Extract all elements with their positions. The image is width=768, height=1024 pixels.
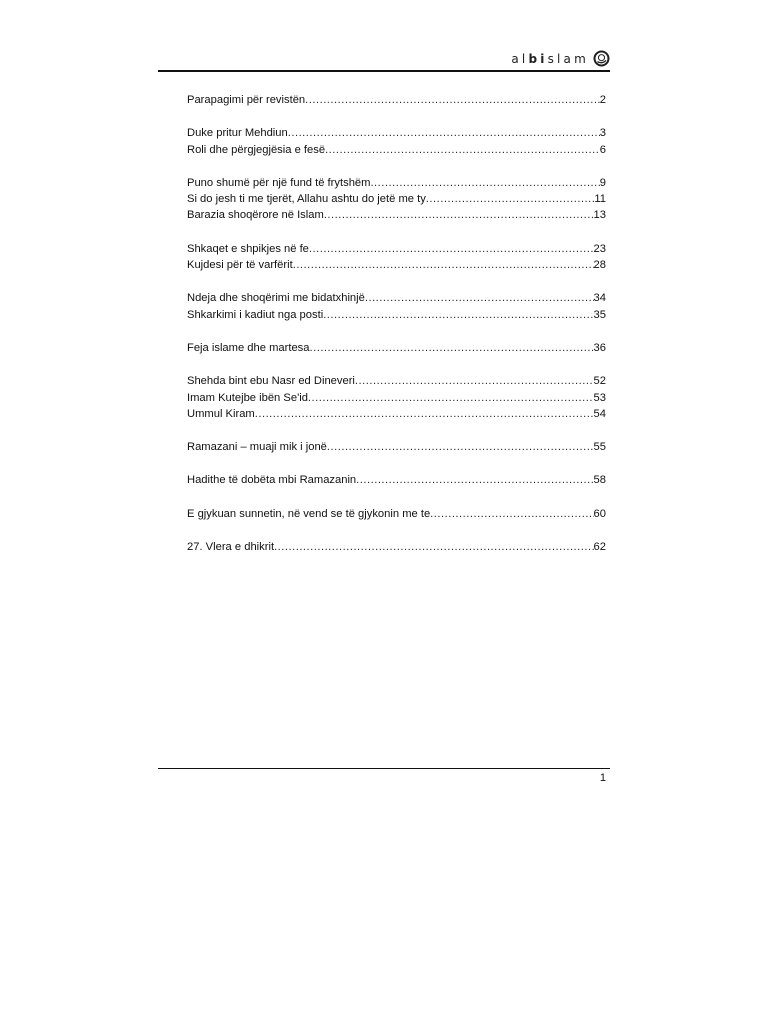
toc-group xyxy=(187,539,606,555)
toc-dot-leader xyxy=(426,191,595,207)
toc-entry-title: Ramazani – muaji mik i jonë xyxy=(187,441,327,454)
toc-group xyxy=(187,472,606,488)
toc-entry[interactable] xyxy=(187,290,606,306)
toc-dot-leader xyxy=(325,142,600,158)
toc-entry[interactable] xyxy=(187,539,606,555)
toc-entry-title: Roli dhe përgjegjësia e fesë xyxy=(187,143,326,156)
toc-entry[interactable] xyxy=(187,472,606,488)
toc-dot-leader xyxy=(305,92,600,108)
toc-entry[interactable] xyxy=(187,142,606,158)
toc-entry-title: Imam Kutejbe ibën Se'id xyxy=(187,391,308,404)
page-number: 1 xyxy=(599,772,606,784)
toc-entry-title: Kujdesi për të varfërit xyxy=(187,259,293,272)
page-header xyxy=(158,44,610,72)
toc-group xyxy=(187,290,606,323)
toc-entry-page: 6 xyxy=(599,143,606,156)
toc-entry-title: Feja islame dhe martesa xyxy=(187,341,310,354)
toc-entry-page: 58 xyxy=(593,474,606,487)
toc-dot-leader xyxy=(327,439,594,455)
toc-entry[interactable] xyxy=(187,340,606,356)
toc-entry[interactable] xyxy=(187,506,606,522)
brand-logo-icon xyxy=(593,50,610,67)
toc-entry-page: 60 xyxy=(593,507,606,520)
toc-entry[interactable] xyxy=(187,191,606,207)
toc-entry-page: 36 xyxy=(593,341,606,354)
toc-group xyxy=(187,175,606,224)
toc-dot-leader xyxy=(288,125,600,141)
toc-entry-title: Barazia shoqërore në Islam xyxy=(187,209,324,222)
toc-group xyxy=(187,241,606,274)
toc-entry-page: 2 xyxy=(599,94,606,106)
toc-entry[interactable] xyxy=(187,373,606,389)
brand-wordmark xyxy=(511,52,589,66)
toc-group xyxy=(187,373,606,422)
toc-dot-leader xyxy=(293,257,594,273)
toc-dot-leader xyxy=(310,340,594,356)
toc-dot-leader xyxy=(370,175,599,191)
toc-group xyxy=(187,506,606,522)
toc-entry-page: 11 xyxy=(594,193,606,206)
brand-suffix: slam xyxy=(547,51,589,66)
toc-dot-leader xyxy=(309,241,594,257)
brand-prefix: al xyxy=(511,51,529,66)
toc-entry[interactable] xyxy=(187,439,606,455)
toc-entry-page: 52 xyxy=(593,375,606,388)
toc-entry[interactable] xyxy=(187,207,606,223)
toc-group xyxy=(187,125,606,158)
toc-entry-title: Shkarkimi i kadiut nga posti xyxy=(187,308,324,321)
toc-dot-leader xyxy=(308,390,594,406)
toc-entry-title: Shkaqet e shpikjes në fe xyxy=(187,242,309,255)
toc-entry-page: 3 xyxy=(599,127,606,140)
toc-entry[interactable] xyxy=(187,125,606,141)
toc-entry[interactable] xyxy=(187,92,606,108)
toc-entry-page: 53 xyxy=(593,391,606,404)
brand xyxy=(511,50,610,67)
toc-entry-title: Puno shumë për një fund të frytshëm xyxy=(187,176,371,189)
toc-entry-page: 35 xyxy=(593,308,606,321)
toc-entry[interactable] xyxy=(187,390,606,406)
toc-dot-leader xyxy=(365,290,594,306)
toc-entry-title: Shehda bint ebu Nasr ed Dineveri xyxy=(187,375,355,388)
toc-entry-page: 9 xyxy=(599,176,606,189)
toc-entry[interactable] xyxy=(187,241,606,257)
toc-dot-leader xyxy=(255,406,594,422)
toc-entry-page: 55 xyxy=(593,441,606,454)
toc-entry-title: Ndeja dhe shoqërimi me bidatxhinjë xyxy=(187,292,365,305)
toc-group xyxy=(187,340,606,356)
toc-entry-page: 13 xyxy=(593,209,606,222)
toc-dot-leader xyxy=(356,472,593,488)
toc-entry[interactable] xyxy=(187,257,606,273)
toc-entry-title: 27. Vlera e dhikrit xyxy=(187,541,275,554)
toc-dot-leader xyxy=(324,207,594,223)
toc-dot-leader xyxy=(355,373,594,389)
toc-entry-title: Hadithe të dobëta mbi Ramazanin xyxy=(187,474,357,487)
toc-group xyxy=(187,439,606,455)
page-footer xyxy=(158,768,610,784)
table-of-contents xyxy=(187,92,606,572)
toc-entry[interactable] xyxy=(187,307,606,323)
toc-dot-leader xyxy=(430,506,593,522)
toc-entry-title: Ummul Kiram xyxy=(187,407,255,420)
toc-entry[interactable] xyxy=(187,406,606,422)
toc-entry[interactable] xyxy=(187,175,606,191)
toc-entry-page: 54 xyxy=(593,407,606,420)
toc-dot-leader xyxy=(323,307,593,323)
toc-entry-title: Duke pritur Mehdiun xyxy=(187,127,288,140)
toc-entry-page: 23 xyxy=(593,242,606,255)
toc-entry-title: E gjykuan sunnetin, në vend se të gjykonin me te xyxy=(187,507,431,520)
toc-entry-title: Si do jesh ti me tjerët, Allahu ashtu do jetë me ty xyxy=(187,193,426,206)
toc-entry-page: 28 xyxy=(593,259,606,272)
brand-bold: bi xyxy=(528,51,548,66)
toc-entry-page: 62 xyxy=(593,541,606,554)
toc-entry-title: Parapagimi për revistën xyxy=(187,94,306,106)
toc-group xyxy=(187,92,606,108)
toc-entry-page: 34 xyxy=(593,292,606,305)
toc-dot-leader xyxy=(274,539,593,555)
